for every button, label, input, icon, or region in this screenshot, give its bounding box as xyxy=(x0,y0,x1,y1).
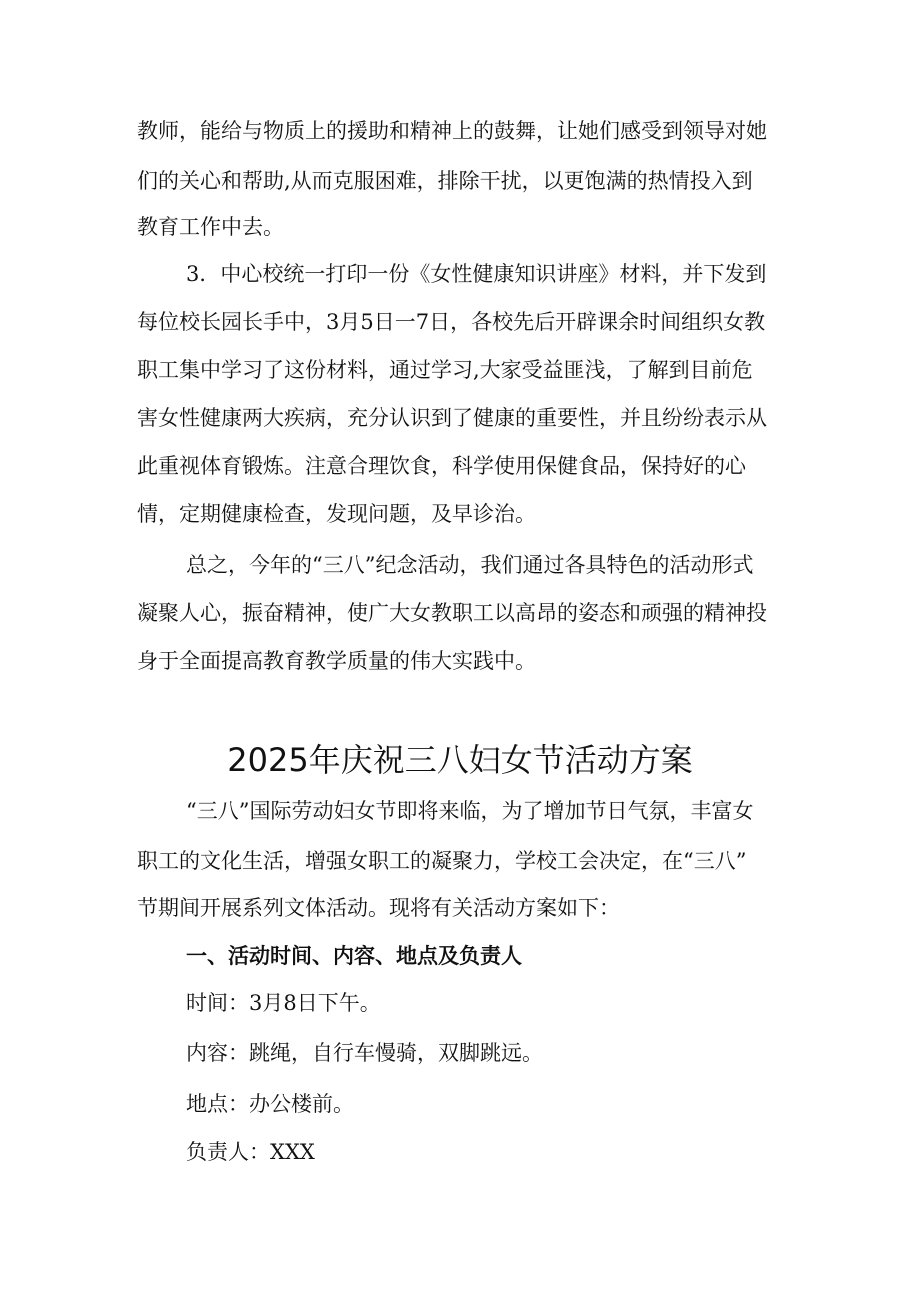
paragraph-line: 总之，今年的“三八”纪念活动，我们通过各具特色的活动形式 xyxy=(186,553,754,577)
paragraph-line: 节期间开展系列文体活动。现将有关活动方案如下： xyxy=(137,896,620,920)
paragraph-line: 此重视体育锻炼。注意合理饮食，科学使用保健食品，保持好的心 xyxy=(137,454,746,478)
paragraph-line: 们的关心和帮助,从而克服困难，排除干扰，以更饱满的热情投入到 xyxy=(137,169,753,193)
paragraph-line: 每位校长园长手中，3月5日一7日，各校先后开辟课余时间组织女教 xyxy=(137,310,766,334)
paragraph-line: 职工的文化生活，增强女职工的凝聚力，学校工会决定，在“三八” xyxy=(137,849,747,873)
section-heading: 一、活动时间、内容、地点及负责人 xyxy=(186,943,522,968)
paragraph-line: 身于全面提高教育教学质量的伟大实践中。 xyxy=(137,649,536,673)
paragraph-line: 情，定期健康检查，发现问题，及早诊治。 xyxy=(137,502,536,526)
detail-location: 地点：办公楼前。 xyxy=(186,1092,354,1116)
paragraph-line: 凝聚人心，振奋精神，使广大女教职工以高昂的姿态和顽强的精神投 xyxy=(137,601,767,625)
paragraph-line: “三八”国际劳动妇女节即将来临，为了增加节日气氛，丰富女 xyxy=(186,799,754,823)
paragraph-line: 职工集中学习了这份材料，通过学习,大家受益匪浅，了解到目前危 xyxy=(137,358,753,382)
detail-person: 负责人：XXX xyxy=(186,1140,315,1164)
detail-time: 时间：3月8日下午。 xyxy=(186,991,381,1015)
paragraph-line: 3．中心校统一打印一份《女性健康知识讲座》材料，并下发到 xyxy=(186,262,767,286)
paragraph-line: 害女性健康两大疾病，充分认识到了健康的重要性，并且纷纷表示从 xyxy=(137,406,767,430)
paragraph-line: 教师，能给与物质上的援助和精神上的鼓舞，让她们感受到领导对她 xyxy=(137,119,767,143)
paragraph-line: 教育工作中去。 xyxy=(137,215,284,239)
document-title: 2025年庆祝三八妇女节活动方案 xyxy=(227,741,693,779)
detail-content: 内容：跳绳，自行车慢骑，双脚跳远。 xyxy=(186,1041,543,1065)
